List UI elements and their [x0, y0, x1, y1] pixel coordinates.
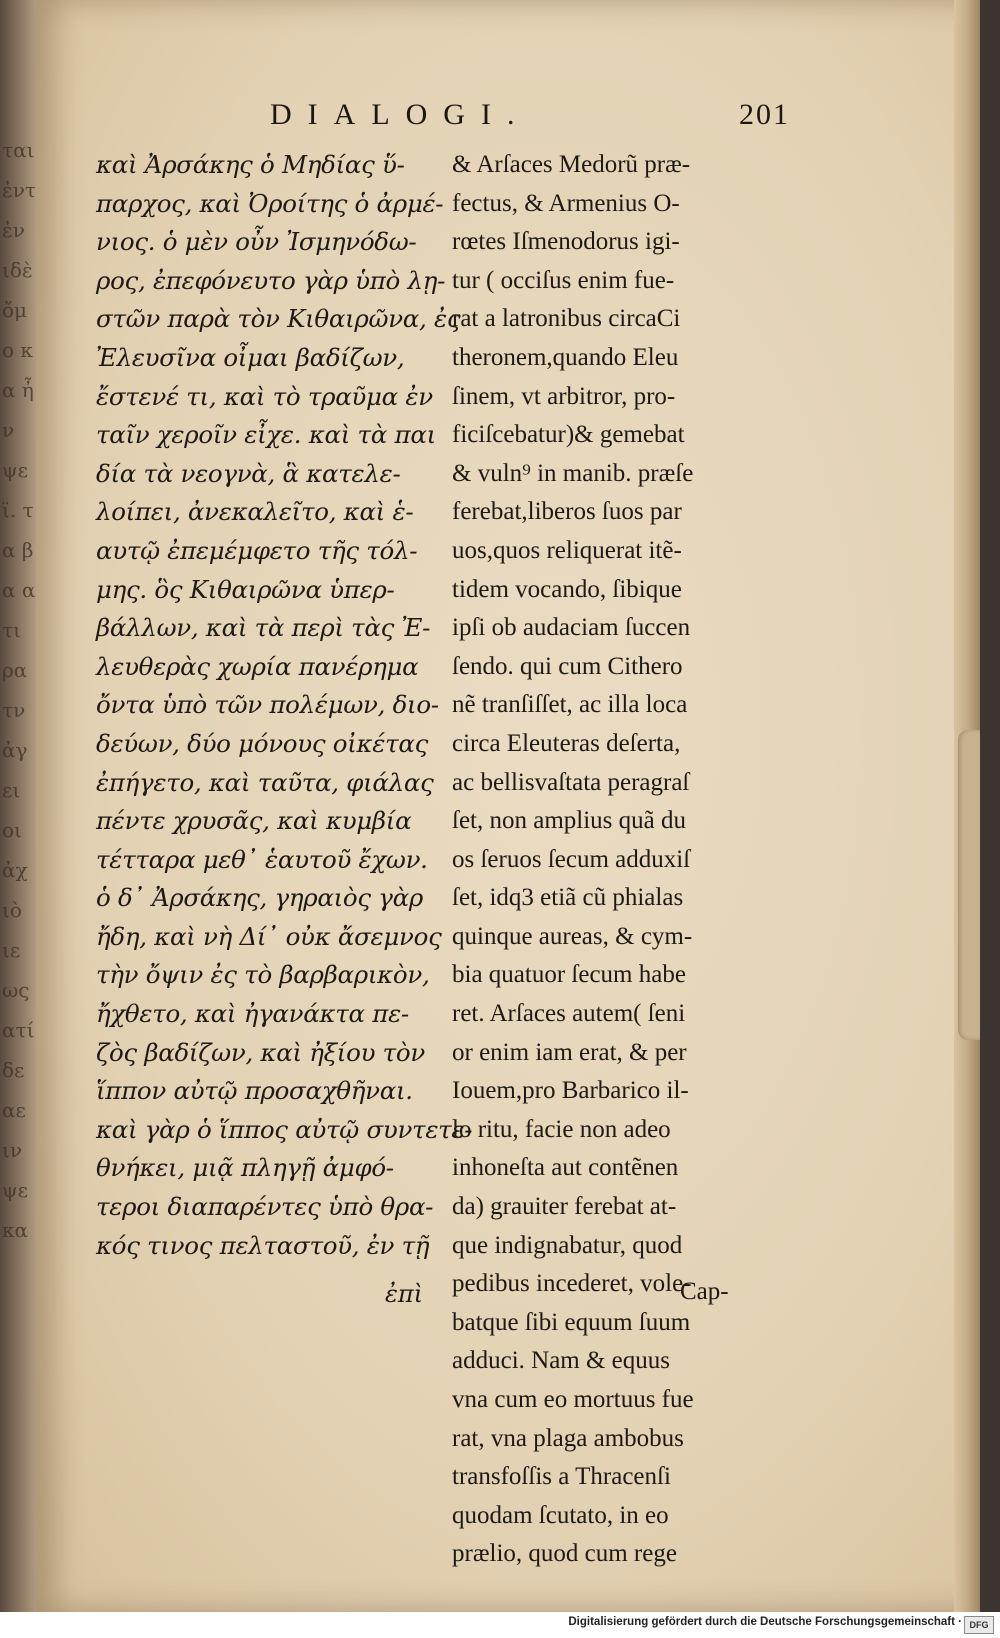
- greek-text-line: αυτῷ ἐπεμέμφετο τῆς τόλ-: [96, 535, 418, 565]
- greek-text-line: ὁ δ᾽ Ἀρσάκης, γηραιὸς γὰρ: [96, 883, 423, 913]
- latin-text-line: ret. Arſaces autem( ſeni: [452, 1000, 686, 1028]
- greek-text-line: ρος, ἐπεφόνευτο γὰρ ὑπὸ λῃ-: [96, 265, 446, 295]
- greek-text-line: μης. ὃς Κιθαιρῶνα ὑπερ-: [96, 574, 395, 604]
- latin-text-line: Iouem,pro Barbarico il-: [452, 1077, 689, 1105]
- page-number: 201: [739, 98, 790, 131]
- facing-page-text: ται ἐντ ἐν ιδὲ ὄμο κα ἦν ψε ϊ. τα βα ατι ρα τν ἀγ ει οι ἀχ ιὸ ιε ως ατί δε αε ιν ψε κα: [2, 138, 36, 1242]
- greek-text-line: τὴν ὄψιν ἐς τὸ βαρβαρικὸν,: [96, 960, 430, 990]
- latin-text-line: que indignabatur, quod: [452, 1231, 683, 1259]
- greek-text-line: καὶ γὰρ ὁ ἵππος αὐτῷ συντετε-: [96, 1114, 473, 1144]
- latin-text-line: os ſeruos ſecum adduxiſ: [452, 845, 691, 873]
- latin-text-line: ſet, non amplius quã du: [452, 807, 686, 835]
- greek-text-line: ἔστενέ τι, καὶ τὸ τραῦμα ἐν: [96, 381, 433, 411]
- latin-text-line: tidem vocando, ſibique: [452, 575, 682, 603]
- greek-text-line: παρχος, καὶ Ὀροίτης ὁ ἀρμέ-: [96, 188, 444, 218]
- latin-text-line: ſendo. qui cum Cithero: [452, 652, 683, 680]
- latin-text-line: transfoſſis a Thracenſi: [452, 1463, 671, 1491]
- latin-text-line: ipſi ob audaciam ſuccen: [452, 614, 691, 642]
- latin-column: [452, 146, 750, 1574]
- latin-text-line: quodam ſcutato, in eo: [452, 1501, 669, 1529]
- latin-catchword: Cap-: [680, 1278, 729, 1305]
- latin-text-line: or enim iam erat, & per: [452, 1038, 687, 1066]
- greek-catchword: ἐπὶ: [385, 1280, 424, 1308]
- dfg-logo: DFG: [964, 1616, 994, 1634]
- greek-text-line: στῶν παρὰ τὸν Κιθαιρῶνα, ἐς: [96, 304, 461, 334]
- greek-text-line: τεροι διαπαρέντες ὑπὸ θρα-: [96, 1192, 434, 1222]
- greek-text-line: ἐπήγετο, καὶ ταῦτα, φιάλας: [96, 767, 434, 797]
- latin-text-line: ſet, idq3 etiã cũ phialas: [452, 884, 684, 912]
- greek-text-line: Ἐλευσῖνα οἶμαι βαδίζων,: [96, 342, 405, 372]
- page-clip: [958, 730, 980, 1040]
- latin-text-line: vna cum eo mortuus fue: [452, 1386, 694, 1413]
- greek-text-line: θνήκει, μιᾷ πληγῇ ἀμφό-: [96, 1153, 394, 1183]
- funding-credit: Digitalisierung gefördert durch die Deutsche Forschungsgemeinschaft ·: [568, 1616, 962, 1628]
- latin-text-line: rat a latronibus circaCi: [452, 305, 681, 333]
- latin-text-line: prælio, quod cum rege: [452, 1540, 677, 1568]
- greek-text-line: ταῖν χεροῖν εἶχε. καὶ τὰ παι: [96, 420, 436, 450]
- greek-text-line: λευθερὰς χωρία πανέρημα: [96, 651, 419, 681]
- latin-text-line: ficiſcebatur)& gemebat: [452, 421, 685, 449]
- greek-text-line: ἤδη, καὶ νὴ Δί᾽ οὐκ ἄσεμνος: [96, 921, 442, 951]
- greek-text-line: πέντε χρυσᾶς, καὶ κυμβία: [96, 806, 412, 836]
- greek-text-line: βάλλων, καὶ τὰ περὶ τὰς Ἐ-: [96, 613, 431, 643]
- latin-text-line: bia quatuor ſecum habe: [452, 961, 686, 989]
- latin-text-line: ac bellisvaſtata peragraſ: [452, 768, 690, 796]
- greek-text-line: τέτταρα μεθ᾽ ἑαυτοῦ ἔχων.: [96, 844, 428, 874]
- latin-text-line: rœtes Iſmenodorus igi-: [452, 228, 680, 256]
- latin-text-line: rat, vna plaga ambobus: [452, 1424, 684, 1452]
- latin-text-line: inhoneſta aut contẽnen: [452, 1154, 679, 1182]
- latin-text-line: tur ( occiſus enim fue-: [452, 266, 675, 294]
- latin-text-line: lo ritu, facie non adeo: [452, 1115, 671, 1143]
- greek-text-line: λοίπει, ἀνεκαλεῖτο, καὶ ἑ-: [96, 497, 414, 527]
- latin-text-line: da) grauiter ferebat at-: [452, 1193, 677, 1221]
- greek-text-line: ζὸς βαδίζων, καὶ ἠξίου τὸν: [96, 1037, 425, 1067]
- latin-text-line: adduci. Nam & equus: [452, 1347, 671, 1375]
- greek-text-line: ἤχθετο, καὶ ἠγανάκτα πε-: [96, 999, 409, 1029]
- page-header: [270, 98, 790, 138]
- greek-text-line: νιος. ὁ μὲν οὖν Ἰσμηνόδω-: [96, 227, 417, 257]
- latin-text-line: nẽ tranſiſſet, ac illa loca: [452, 691, 688, 719]
- latin-text-line: ferebat,liberos ſuos par: [452, 498, 682, 526]
- latin-text-line: quinque aureas, & cym-: [452, 922, 693, 950]
- latin-text-line: theronem,quando Eleu: [452, 343, 679, 371]
- digitization-footer: [0, 1612, 1000, 1638]
- latin-text-line: uos,quos reliquerat itẽ-: [452, 536, 682, 564]
- greek-text-line: ὄντα ὑπὸ τῶν πολέμων, διο-: [96, 690, 439, 720]
- facing-page-edge: [0, 0, 40, 1630]
- latin-text-line: & vuln⁹ in manib. præſe: [452, 459, 694, 487]
- latin-text-line: & Arſaces Medorũ præ-: [452, 151, 691, 178]
- latin-text-line: fectus, & Armenius O-: [452, 189, 680, 217]
- latin-text-line: ſinem, vt arbitror, pro-: [452, 382, 676, 410]
- greek-text-line: καὶ Ἀρσάκης ὁ Μηδίας ὕ-: [96, 150, 405, 179]
- latin-text-line: pedibus incederet, vole-: [452, 1270, 692, 1298]
- greek-text-line: ἵππον αὐτῷ προσαχθῆναι.: [96, 1076, 413, 1106]
- greek-text-line: δεύων, δύο μόνους οἰκέτας: [96, 728, 429, 758]
- greek-text-line: δία τὰ νεογνὰ, ἃ κατελε-: [96, 458, 401, 488]
- greek-column: [96, 146, 473, 1265]
- latin-text-line: batque ſibi equum ſuum: [452, 1308, 691, 1336]
- latin-text-line: circa Eleuteras deſerta,: [452, 729, 681, 757]
- greek-text-line: κός τινος πελταστοῦ, ἐν τῇ: [96, 1230, 430, 1260]
- running-head: DIALOGI.: [270, 98, 531, 131]
